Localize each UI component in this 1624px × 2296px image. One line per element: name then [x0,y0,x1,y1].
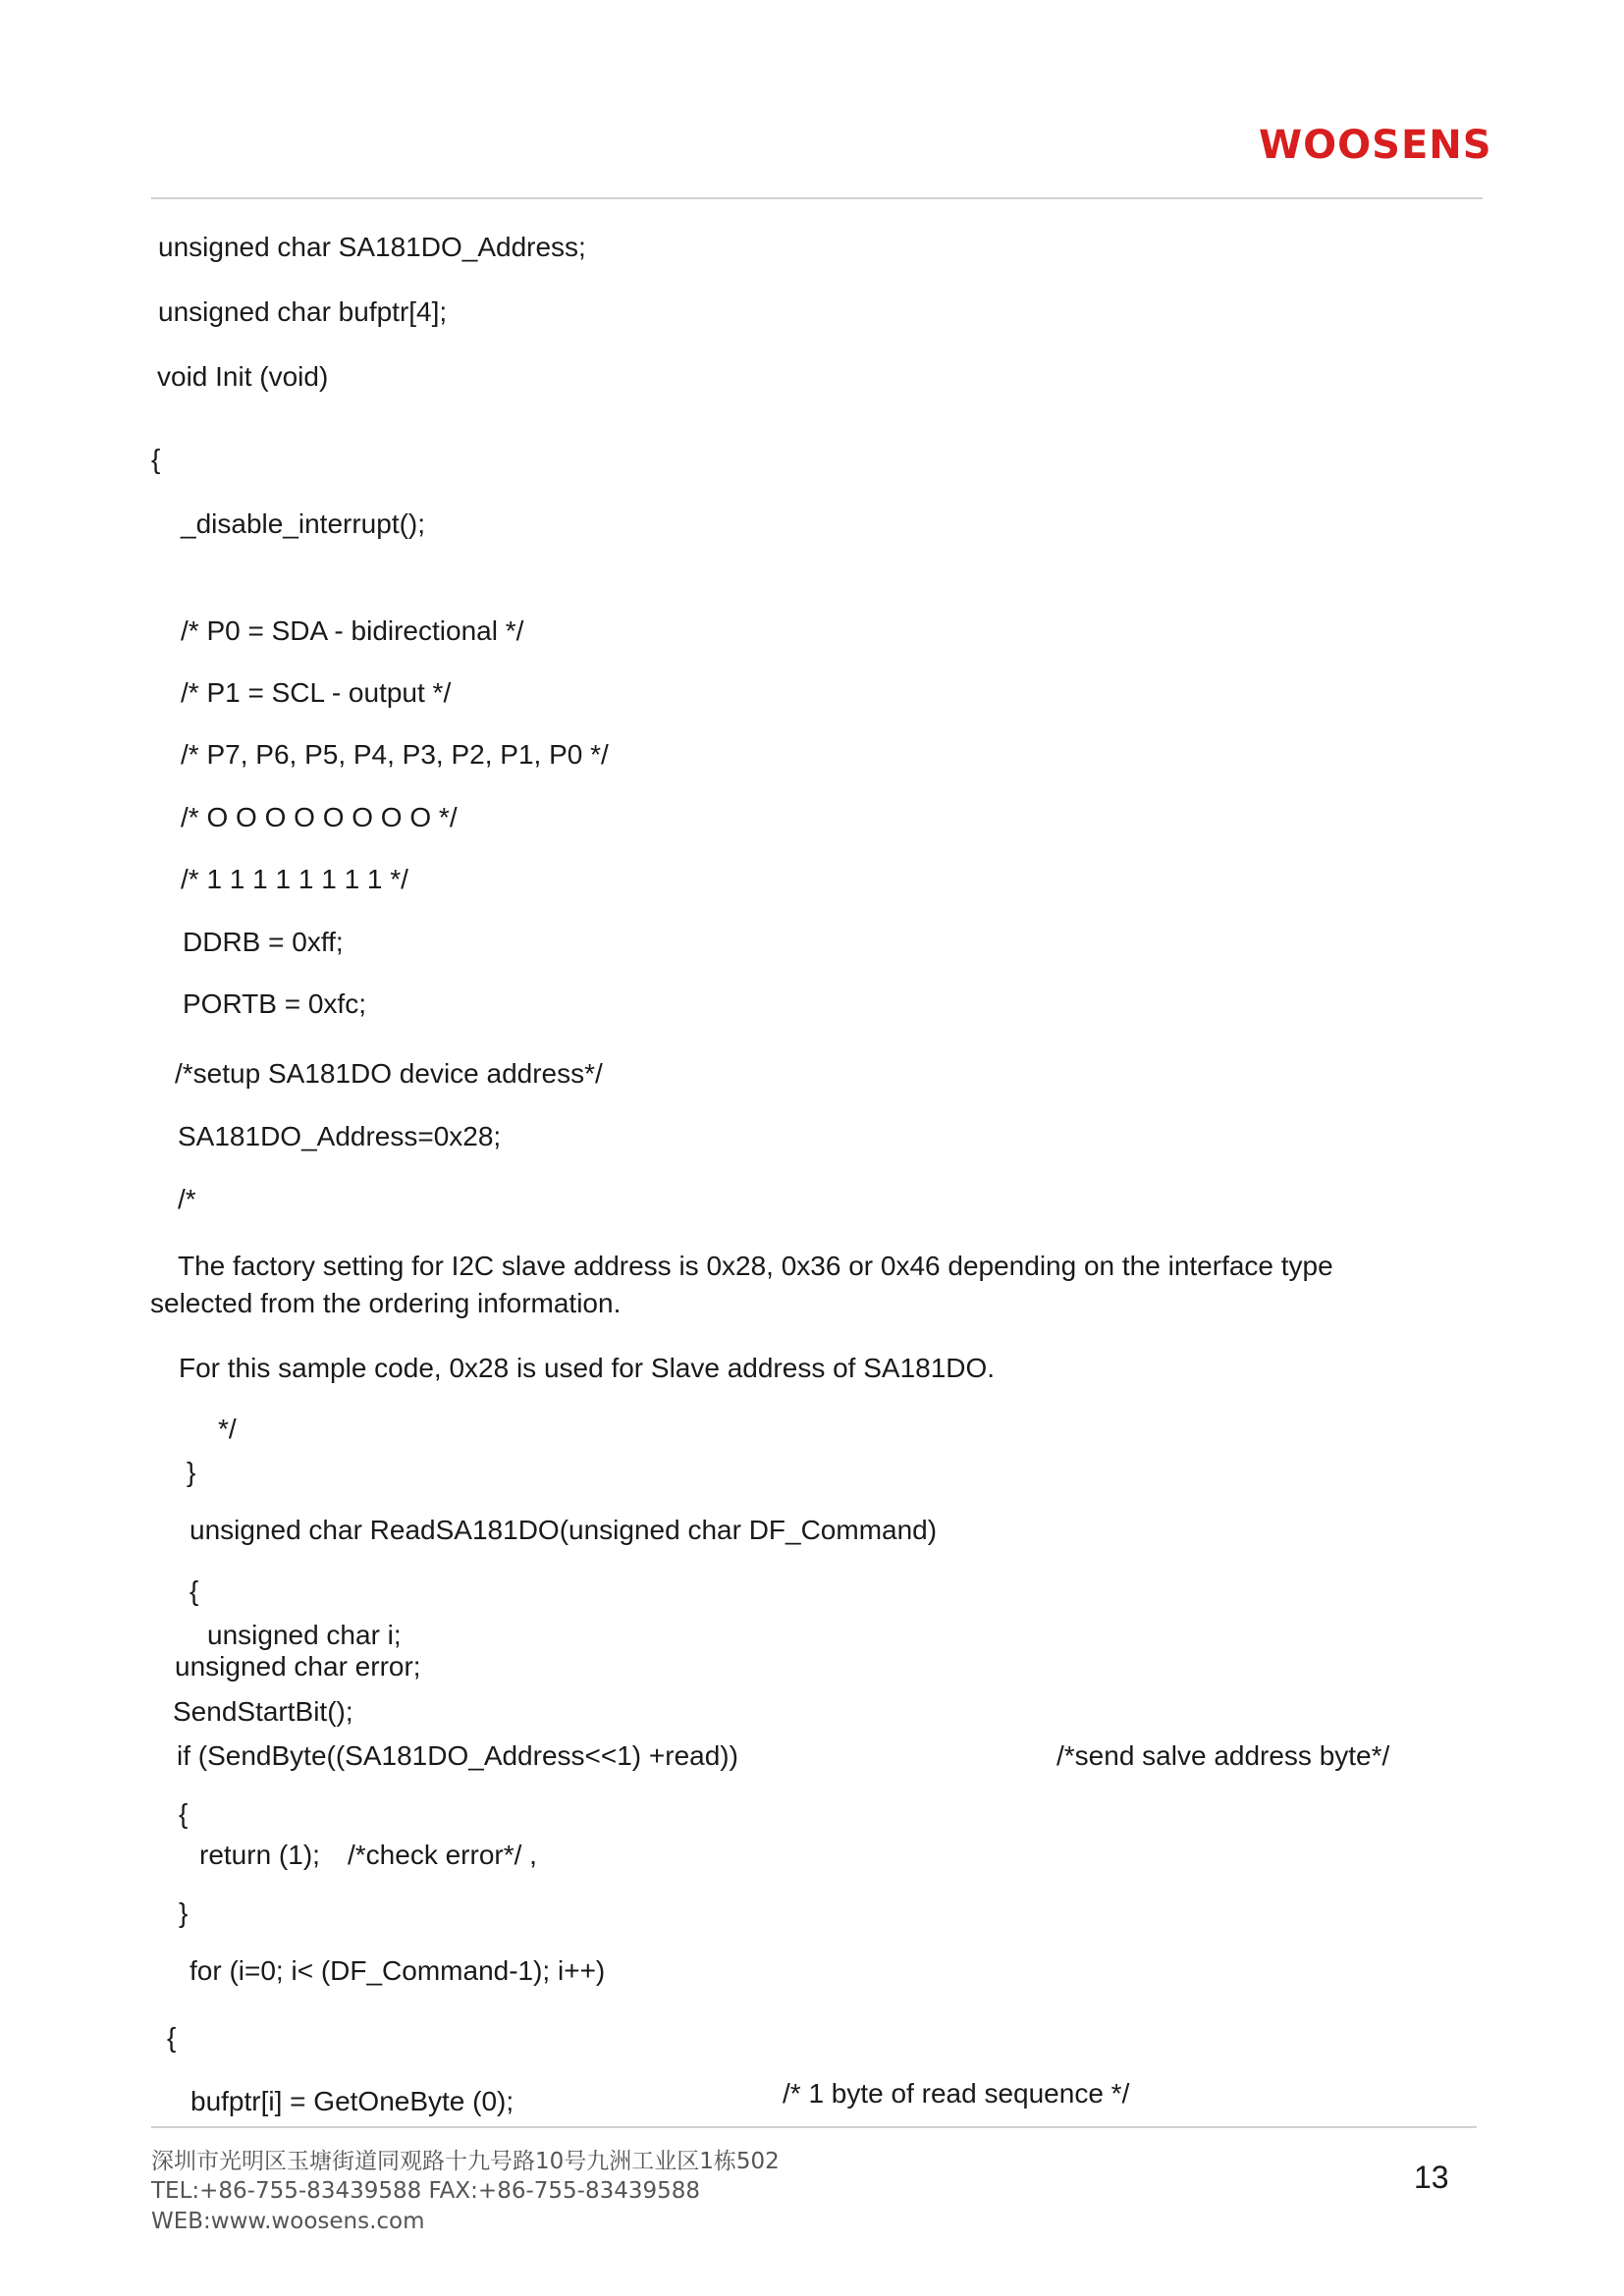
code-line: PORTB = 0xfc; [183,988,366,1019]
code-line: if (SendByte((SA181DO_Address<<1) +read)) [177,1740,738,1771]
code-line: } [179,1897,189,1928]
code-line: /*setup SA181DO device address*/ [175,1058,603,1089]
footer-rule [151,2126,1477,2128]
code-line: /* P0 = SDA - bidirectional */ [181,615,524,646]
code-line: For this sample code, 0x28 is used for Slave address of SA181DO. [179,1353,996,1383]
code-line: bufptr[i] = GetOneByte (0); [190,2086,514,2116]
code-line: return (1); [199,1840,320,1870]
code-line: for (i=0; i< (DF_Command-1); i++) [189,1955,606,1986]
header-rule [151,197,1483,199]
code-comment: /* 1 byte of read sequence */ [783,2078,1130,2109]
code-line: { [167,2022,177,2053]
header-logo: WOOSENS [1259,123,1492,168]
page-number: 13 [1414,2160,1449,2195]
code-line: /* P1 = SCL - output */ [181,677,452,708]
code-line: selected from the ordering information. [150,1288,622,1318]
footer-web: WEB:www.woosens.com [151,2209,425,2234]
code-line: /* O O O O O O O O */ [181,802,458,832]
code-line: { [179,1798,189,1829]
code-line: _disable_interrupt(); [181,508,426,539]
code-line: The factory setting for I2C slave address is 0x28, 0x36 or 0x46 depending on the interface type [178,1251,1333,1281]
code-line: /* [178,1184,196,1214]
code-line: } [187,1457,196,1487]
code-line: unsigned char ReadSA181DO(unsigned char DF_Command) [189,1515,938,1545]
footer-tel-fax: TEL:+86-755-83439588 FAX:+86-755-83439588 [151,2178,701,2204]
code-line: */ [218,1414,237,1444]
code-line: { [151,444,161,474]
code-line: /* P7, P6, P5, P4, P3, P2, P1, P0 */ [181,739,609,770]
code-line: unsigned char bufptr[4]; [158,296,448,327]
code-line: { [189,1575,199,1606]
code-comment: /*send salve address byte*/ [1056,1740,1390,1771]
code-line: SA181DO_Address=0x28; [178,1121,502,1151]
code-line: unsigned char error; [175,1651,421,1682]
footer-address: 深圳市光明区玉塘街道同观路十九号路10号九洲工业区1栋502 [151,2149,780,2174]
code-line: void Init (void) [157,361,329,392]
code-line: unsigned char i; [207,1620,402,1650]
code-line: unsigned char SA181DO_Address; [158,232,586,262]
code-line: DDRB = 0xff; [183,927,344,957]
code-comment: /*check error*/ , [348,1840,537,1870]
code-line: /* 1 1 1 1 1 1 1 1 */ [181,864,408,894]
code-line: SendStartBit(); [173,1696,353,1727]
